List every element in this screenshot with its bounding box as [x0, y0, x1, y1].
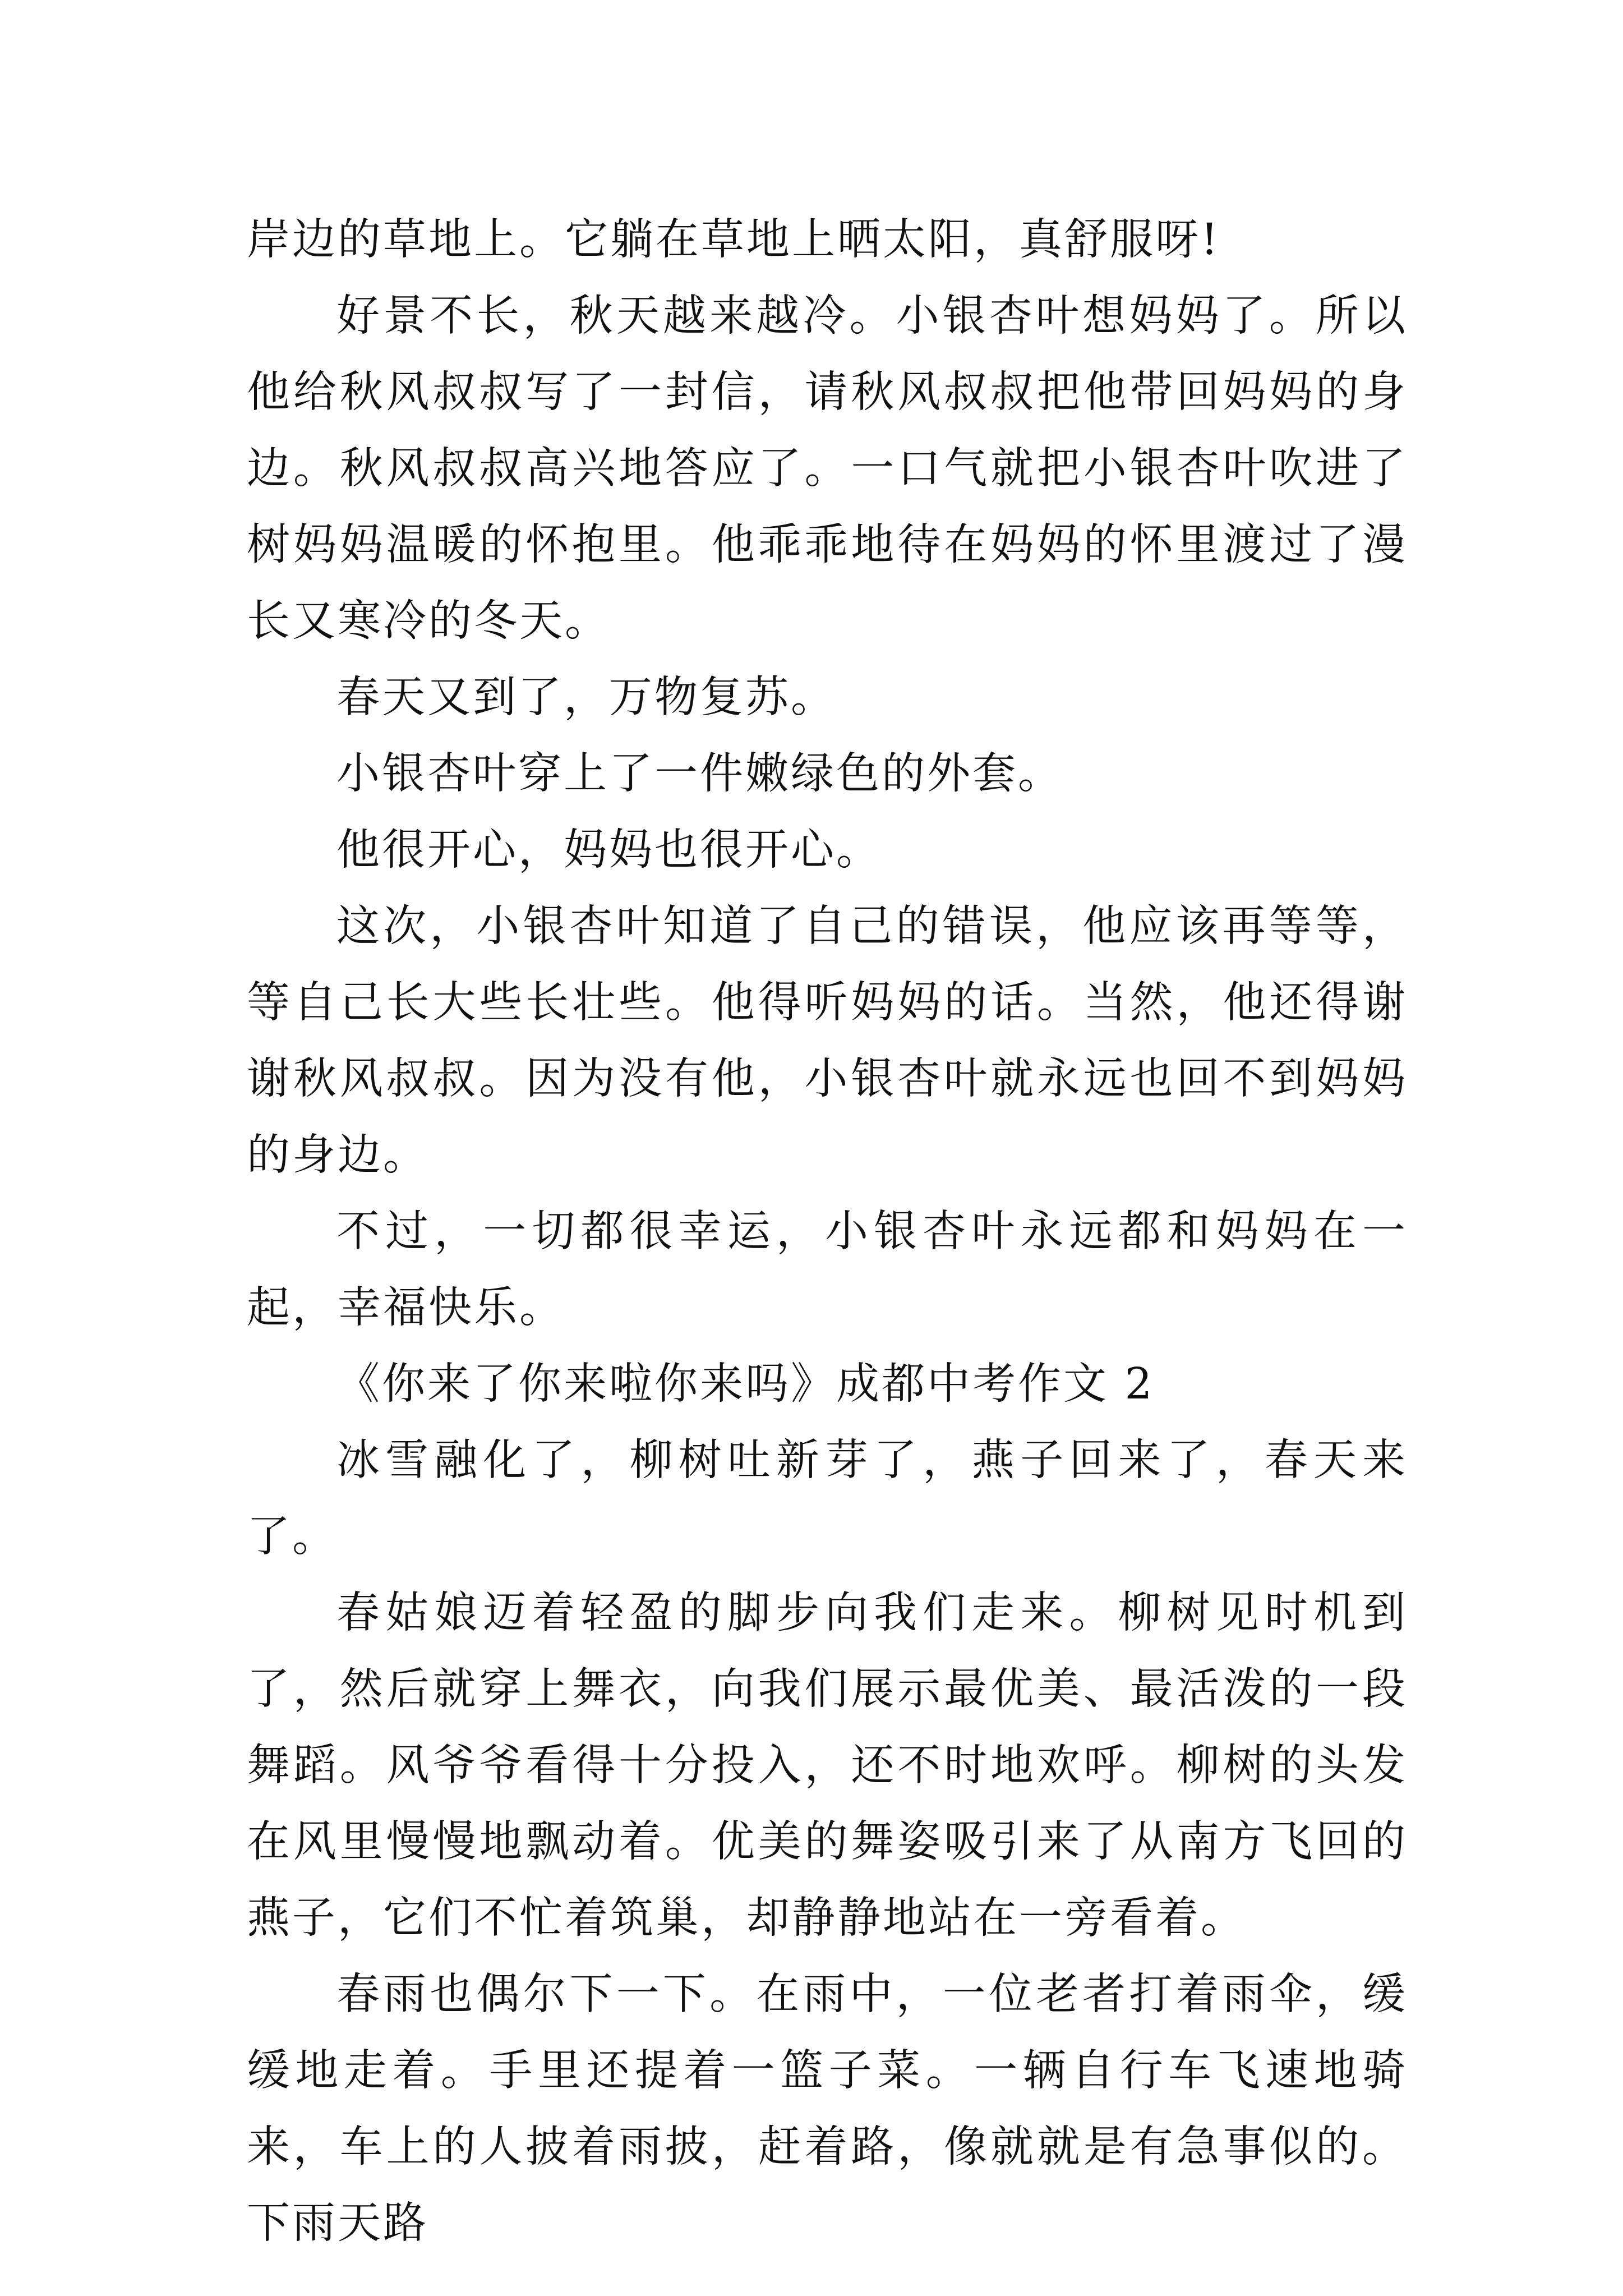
- paragraph-11: 春雨也偶尔下一下。在雨中，一位老者打着雨伞，缓缓地走着。手里还提着一篮子菜。一辆自行车飞速地骑来，车上的人披着雨披，赶着路，像就就是有急事似的。下雨天路: [247, 1970, 1408, 2248]
- paragraph-1: 岸边的草地上。它躺在草地上晒太阳，真舒服呀!: [247, 215, 1220, 265]
- paragraph-2: 好景不长，秋天越来越冷。小银杏叶想妈妈了。所以他给秋风叔叔写了一封信，请秋风叔叔把他带回妈妈的身边。秋风叔叔高兴地答应了。一口气就把小银杏叶吹进了树妈妈温暖的怀抱里。他乖乖地待在妈妈的怀里渡过了漫长又寒冷的冬天。: [247, 291, 1408, 646]
- paragraph-10: 春姑娘迈着轻盈的脚步向我们走来。柳树见时机到了，然后就穿上舞衣，向我们展示最优美、最活泼的一段舞蹈。风爷爷看得十分投入，还不时地欢呼。柳树的头发在风里慢慢地飘动着。优美的舞姿吸引来了从南方飞回的燕子，它们不忙着筑巢，却静静地站在一旁看着。: [247, 1588, 1408, 1943]
- paragraph-5: 他很开心，妈妈也很开心。: [336, 825, 882, 875]
- paragraph-7: 不过，一切都很幸运，小银杏叶永远都和妈妈在一起，幸福快乐。: [247, 1207, 1408, 1333]
- paragraph-3: 春天又到了，万物复苏。: [336, 673, 836, 723]
- document-body: [247, 202, 1408, 2262]
- paragraph-9: 冰雪融化了，柳树吐新芽了，燕子回来了，春天来了。: [247, 1435, 1408, 1562]
- paragraph-6: 这次，小银杏叶知道了自己的错误，他应该再等等，等自己长大些长壮些。他得听妈妈的话。当然，他还得谢谢秋风叔叔。因为没有他，小银杏叶就永远也回不到妈妈的身边。: [247, 901, 1408, 1180]
- section-heading: 《你来了你来啦你来吗》成都中考作文 2: [336, 1359, 1155, 1409]
- paragraph-4: 小银杏叶穿上了一件嫩绿色的外套。: [336, 749, 1063, 799]
